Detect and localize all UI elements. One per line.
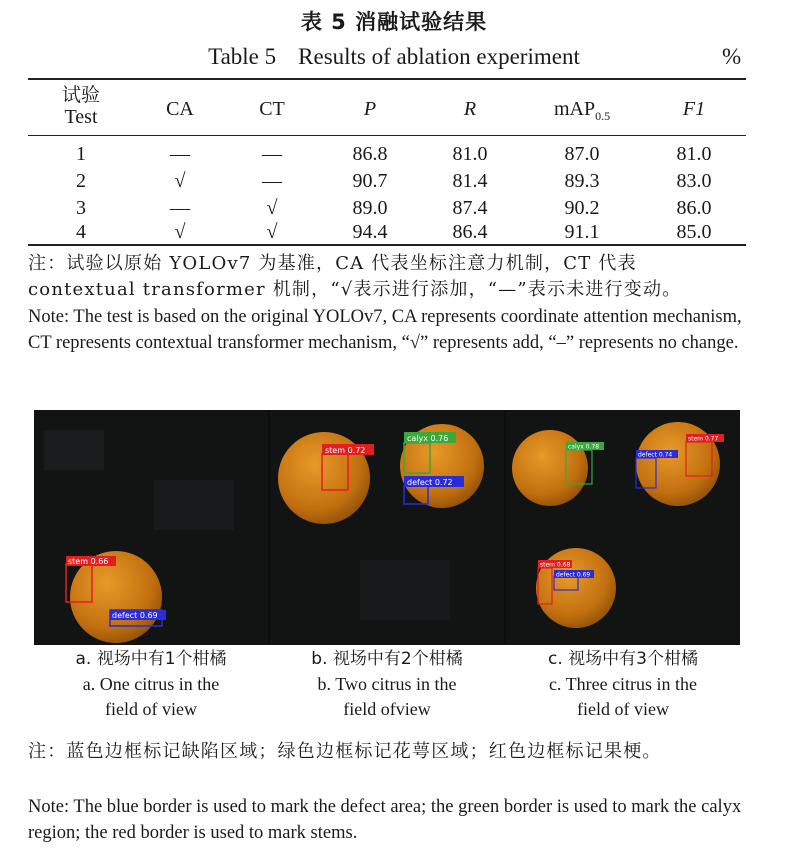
- label-calyx: calyx 0.78: [568, 443, 600, 451]
- label-defect-bottom: defect 0.69: [556, 571, 591, 579]
- table-unit: %: [722, 44, 742, 69]
- header-p: P: [363, 98, 377, 120]
- caption-a-cn: a. 视场中有1个柑橘: [75, 649, 227, 669]
- label-calyx: calyx 0.76: [407, 434, 449, 443]
- caption-b-cn: b. 视场中有2个柑橘: [311, 649, 463, 669]
- header-map: [532, 98, 632, 127]
- caption-c-cn: c. 视场中有3个柑橘: [548, 649, 698, 669]
- row4-ct: √: [266, 221, 278, 243]
- row3-f1: 86.0: [676, 197, 712, 219]
- caption-a: [34, 647, 268, 722]
- header-ca: CA: [166, 98, 194, 120]
- row1-test: 1: [76, 143, 86, 165]
- table-header-rule: [28, 135, 746, 136]
- caption-b-en-2: field ofview: [343, 699, 431, 719]
- label-stem: stem 0.72: [325, 446, 366, 455]
- row4-r: 86.4: [452, 221, 488, 243]
- label-defect: defect 0.74: [638, 451, 673, 459]
- table-top-rule: [28, 78, 746, 80]
- row4-p: 94.4: [352, 221, 388, 243]
- header-test-en: Test: [64, 106, 98, 128]
- table-note-en: Note: The test is based on the original YOLOv7, CA represents coordinate attention mechanism, CT represents contextual transformer mechanism, “√” represents add, “–” represents no change.: [28, 307, 742, 353]
- label-defect: defect 0.72: [407, 478, 453, 487]
- row3-p: 89.0: [352, 197, 388, 219]
- citrus-fruit-top-left: [512, 430, 588, 506]
- figure-note-cn: 注：蓝色边框标记缺陷区域；绿色边框标记花萼区域；红色边框标记果梗。: [28, 741, 662, 762]
- row4-map: 91.1: [564, 221, 600, 243]
- label-defect: defect 0.69: [112, 611, 158, 620]
- table-title-en: [0, 44, 788, 70]
- caption-a-en-2: field of view: [105, 699, 197, 719]
- panel-a-image: [34, 410, 268, 645]
- row3-r: 87.4: [452, 197, 488, 219]
- caption-c: [506, 647, 740, 722]
- table-title-text: Results of ablation experiment: [298, 44, 580, 69]
- row1-p: 86.8: [352, 143, 388, 165]
- row4-ca: √: [174, 221, 186, 243]
- caption-b: [270, 647, 504, 722]
- header-test-cn: 试验: [61, 84, 100, 106]
- header-test: [46, 84, 116, 128]
- row2-f1: 83.0: [676, 170, 712, 192]
- table-title-cn: 表 5 消融试验结果: [300, 10, 488, 34]
- row4-test: 4: [76, 221, 86, 243]
- row3-ca: —: [170, 197, 190, 219]
- label-stem: stem 0.77: [688, 435, 719, 443]
- row2-test: 2: [76, 170, 86, 192]
- figure-note-en: Note: The blue border is used to mark the defect area; the green border is used to mark the calyx region; the red border is used to mark stems.: [28, 797, 742, 843]
- row1-ca: —: [170, 143, 190, 165]
- panel-b-image: [270, 410, 504, 645]
- row2-ca: √: [174, 170, 186, 192]
- row1-f1: 81.0: [676, 143, 712, 165]
- header-r: R: [463, 98, 477, 120]
- row3-test: 3: [76, 197, 86, 219]
- row2-map: 89.3: [564, 170, 600, 192]
- caption-c-en-2: field of view: [577, 699, 669, 719]
- row3-ct: √: [266, 197, 278, 219]
- table-bottom-rule: [28, 244, 746, 246]
- label-stem-bottom: stem 0.68: [540, 561, 571, 569]
- row2-p: 90.7: [352, 170, 388, 192]
- header-map-text: mAP: [553, 98, 596, 120]
- caption-b-en-1: b. Two citrus in the: [317, 674, 457, 694]
- detection-figure: [34, 410, 740, 645]
- label-stem: stem 0.66: [68, 557, 109, 566]
- row1-map: 87.0: [564, 143, 600, 165]
- table-note-cn: 注：试验以原始 YOLOv7 为基准，CA 代表坐标注意力机制，CT 代表 contextual transformer 机制，“√表示进行添加，“—”表示未进行变动。: [28, 253, 682, 300]
- table-number: Table 5: [208, 44, 277, 69]
- header-map-sub: 0.5: [595, 109, 611, 123]
- header-ct: CT: [259, 98, 285, 120]
- row3-map: 90.2: [564, 197, 600, 219]
- panel-c-image: [506, 410, 740, 645]
- header-f1: F1: [682, 98, 706, 120]
- row2-ct: —: [262, 170, 282, 192]
- row1-r: 81.0: [452, 143, 488, 165]
- row2-r: 81.4: [452, 170, 488, 192]
- caption-c-en-1: c. Three citrus in the: [548, 674, 698, 694]
- row1-ct: —: [262, 143, 282, 165]
- caption-a-en-1: a. One citrus in the: [82, 674, 220, 694]
- row4-f1: 85.0: [676, 221, 712, 243]
